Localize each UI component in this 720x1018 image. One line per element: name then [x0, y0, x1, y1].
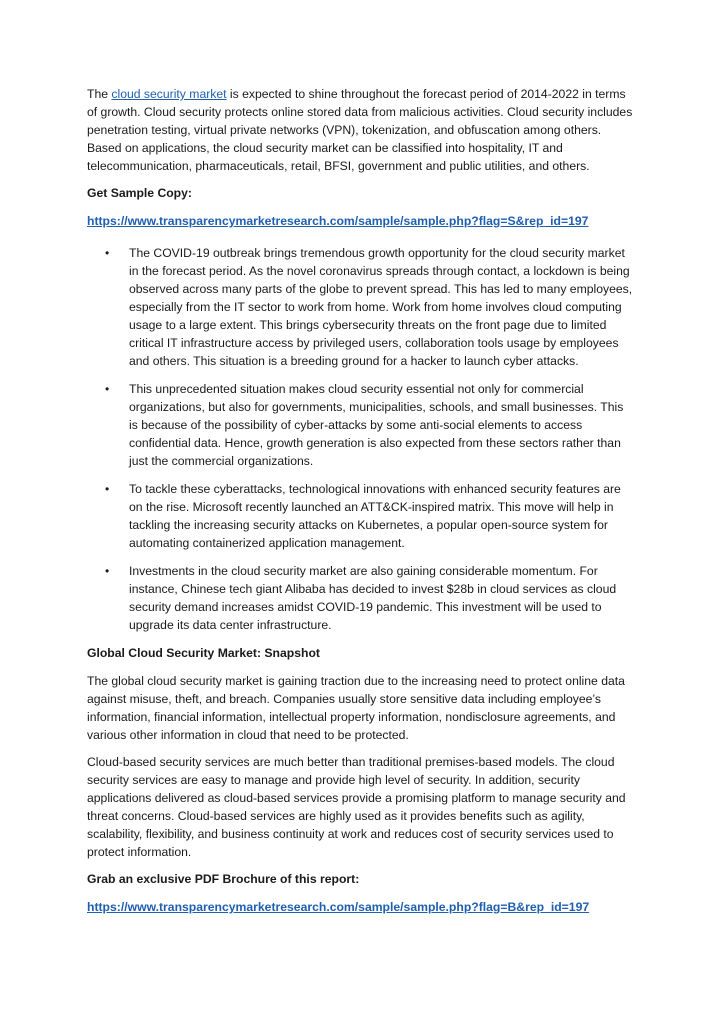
bullet-icon: • [105, 382, 110, 396]
list-item-text: To tackle these cyberattacks, technological innovations with enhanced security features are on the rise. Microsoft recently launched an ATT&CK-inspired matrix. This move will help in tackling the increasing security attacks on Kubernetes, a popular open-source system for automating containerized application management. [129, 482, 621, 550]
sample-copy-heading: Get Sample Copy: [87, 186, 192, 200]
brochure-link[interactable]: https://www.transparencymarketresearch.com/sample/sample.php?flag=B&rep_id=197 [87, 900, 590, 914]
intro-prefix: The [87, 87, 112, 101]
sample-copy-link[interactable]: https://www.transparencymarketresearch.com/sample/sample.php?flag=S&rep_id=197 [87, 214, 589, 228]
list-item [87, 480, 634, 552]
bullet-icon: • [105, 482, 110, 496]
list-item-text: Investments in the cloud security market are also gaining considerable momentum. For instance, Chinese tech giant Alibaba has decided to invest $28b in cloud services as cloud security demand increases amidst COVID-19 pandemic. This investment will be used to upgrade its data center infrastructure. [129, 564, 617, 632]
list-item [87, 244, 634, 370]
brochure-heading: Grab an exclusive PDF Brochure of this report: [87, 872, 360, 886]
intro-paragraph [87, 85, 634, 175]
snapshot-paragraph: Cloud-based security services are much better than traditional premises-based models. The cloud security services are easy to manage and provide high level of security. In addition, security applications delivered as cloud-based services provide a promising platform to manage security and threat concerns. Cloud-based services are highly used as it provides benefits such as agility, scalability, flexibility, and business continuity at work and reduces cost of security services used to protect information. [87, 755, 626, 859]
sample-copy-url-paragraph [87, 212, 634, 230]
list-item-text: This unprecedented situation makes cloud security essential not only for commercial organizations, but also for governments, municipalities, schools, and small businesses. This is because of the possibility of cyber-attacks by some anti-social elements to access confidential data. Hence, growth generation is also expected from these sectors rather than just the commercial organizations. [129, 382, 624, 468]
bullet-icon: • [105, 246, 110, 260]
list-item [87, 380, 634, 470]
bullet-list [87, 244, 634, 634]
bullet-icon: • [105, 564, 110, 578]
brochure-url-paragraph [87, 898, 634, 916]
list-item-text: The COVID-19 outbreak brings tremendous growth opportunity for the cloud security market in the forecast period. As the novel coronavirus spreads through contact, a lockdown is being observed across many parts of the globe to prevent spread. This has led to many employees, especially from the IT sector to work from home. Work from home involves cloud computing usage to a large extent. This brings cybersecurity threats on the front page due to limited critical IT infrastructure access by privileged users, collaboration tools usage by employees and others. This situation is a breeding ground for a hacker to launch cyber attacks. [129, 246, 633, 368]
snapshot-heading: Global Cloud Security Market: Snapshot [87, 646, 320, 660]
cloud-security-market-link[interactable]: cloud security market [111, 87, 227, 101]
snapshot-paragraph: The global cloud security market is gaining traction due to the increasing need to protect online data against misuse, theft, and breach. Companies usually store sensitive data including employee’s information, financial information, intellectual property information, nondisclosure agreements, and various other information in cloud that need to be protected. [87, 674, 625, 742]
intro-rest: is expected to shine throughout the forecast period of 2014-2022 in terms of growth. Cloud security protects online stored data from malicious activities. Cloud security includes penetration testing, virtual private networks (VPN), tokenization, and obfuscation among others. Based on applications, the cloud security market can be classified into hospitality, IT and telecommunication, pharmaceuticals, retail, BFSI, government and public utilities, and others. [87, 87, 633, 173]
list-item [87, 562, 634, 634]
